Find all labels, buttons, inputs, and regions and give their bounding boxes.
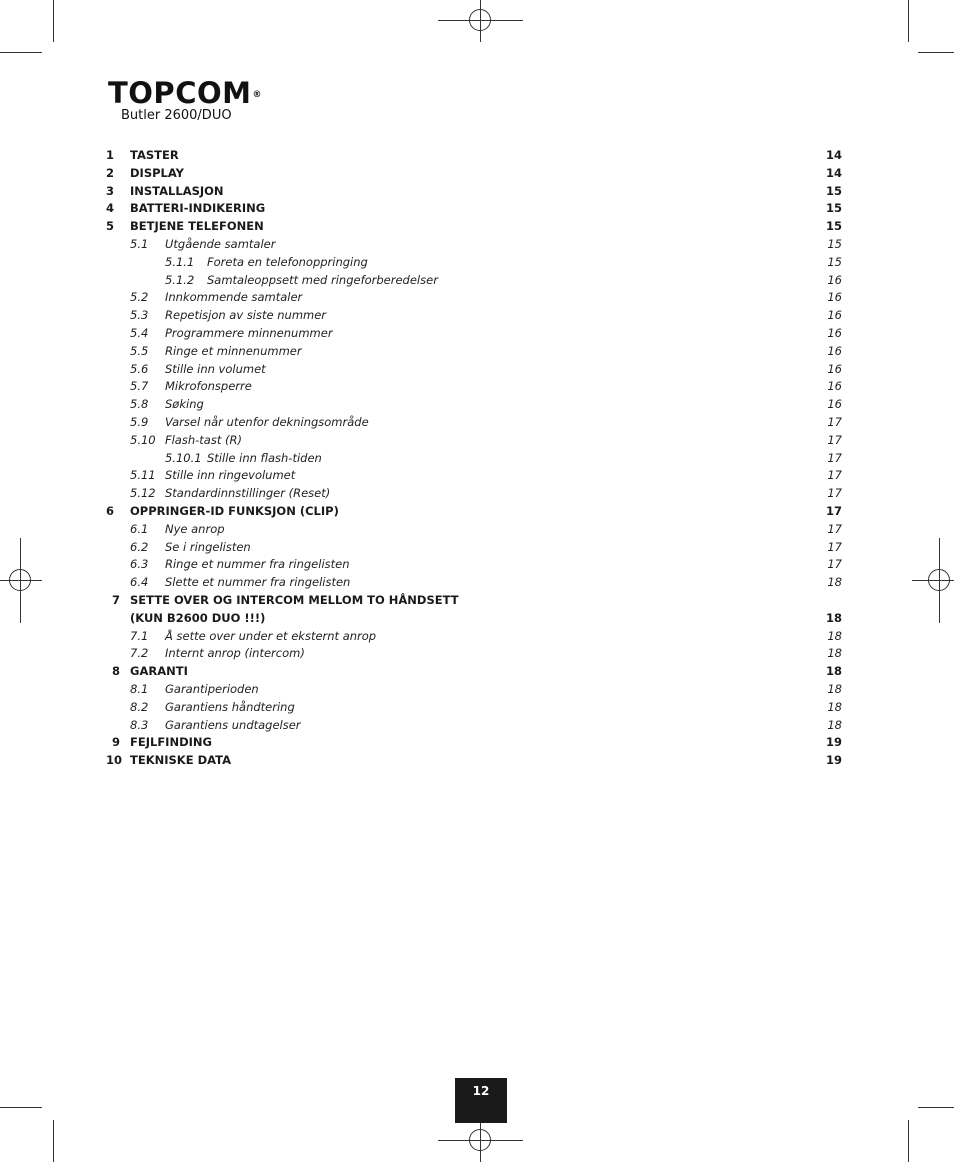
toc-entry-title: OPPRINGER-ID FUNKSJON (CLIP) xyxy=(130,503,339,518)
toc-entry[interactable] xyxy=(0,165,954,183)
crop-mark xyxy=(908,0,909,42)
toc-entry-page: 16 xyxy=(827,397,842,412)
crop-mark xyxy=(0,52,42,53)
toc-entry-num: 3 xyxy=(106,183,115,198)
toc-entry-num: 5.10.1 xyxy=(165,450,202,465)
toc-entry-page: 14 xyxy=(825,148,842,162)
toc-entry-num: 8 xyxy=(112,664,121,679)
toc-entry[interactable] xyxy=(0,521,954,539)
toc-entry-num: 5.9 xyxy=(130,414,149,429)
product-name: Butler 2600/DUO xyxy=(121,108,232,123)
toc-entry-page: 17 xyxy=(827,414,842,429)
toc-entry-num: 5.2 xyxy=(130,290,149,305)
toc-entry-page: 15 xyxy=(825,201,842,216)
toc-entry-title: Internt anrop (intercom) xyxy=(165,646,305,661)
toc-entry-title: FEJLFINDING xyxy=(130,735,212,750)
toc-entry-title: Å sette over under et eksternt anrop xyxy=(165,628,377,643)
toc-entry-page: 16 xyxy=(827,361,842,376)
toc-entry[interactable] xyxy=(0,450,954,468)
logo-text: TOPCOM xyxy=(108,76,252,110)
toc-entry-title: Flash-tast (R) xyxy=(165,432,242,447)
toc-entry-title: SETTE OVER OG INTERCOM MELLOM TO HÅNDSETT xyxy=(130,592,459,607)
toc-entry-num: 5.1.2 xyxy=(165,272,195,287)
toc-entry-page: 18 xyxy=(825,610,842,625)
toc-entry-num: 8.1 xyxy=(130,681,149,696)
registration-circle xyxy=(469,9,491,31)
toc-entry-title: Mikrofonsperre xyxy=(165,379,252,394)
toc-entry-title: Ringe et minnenummer xyxy=(165,343,302,358)
page-number-text: 12 xyxy=(472,1084,490,1098)
toc-entry[interactable] xyxy=(0,236,954,254)
toc-entry-title: GARANTI xyxy=(130,664,188,679)
toc-entry-page: 16 xyxy=(827,308,842,323)
toc-entry-page: 17 xyxy=(827,557,842,572)
toc-entry-page: 18 xyxy=(827,717,842,732)
toc-entry-num: 6.1 xyxy=(130,521,149,536)
toc-entry-num: 7.2 xyxy=(130,646,149,661)
topcom-logo xyxy=(108,78,262,108)
toc-entry-title: Ringe et nummer fra ringelisten xyxy=(165,557,350,572)
toc-entry-page: 17 xyxy=(825,503,842,518)
crop-mark xyxy=(53,0,54,42)
toc-entry[interactable] xyxy=(0,254,954,272)
toc-entry-num: 2 xyxy=(106,165,115,180)
toc-entry-page: 16 xyxy=(827,272,842,287)
toc-entry[interactable] xyxy=(0,592,954,610)
toc-entry-num: 5.1.1 xyxy=(165,254,195,269)
toc-entry[interactable] xyxy=(0,432,954,450)
toc-entry[interactable] xyxy=(0,699,954,717)
toc-entry[interactable] xyxy=(0,503,954,521)
toc-entry-title: Varsel når utenfor dekningsområde xyxy=(165,414,369,429)
registration-circle xyxy=(469,1129,491,1151)
toc-entry-page: 18 xyxy=(825,664,842,679)
toc-entry-num: 5.10 xyxy=(130,432,156,447)
toc-entry-num: 10 xyxy=(106,753,123,768)
toc-entry-num: 5.8 xyxy=(130,397,149,412)
page-number xyxy=(455,1078,507,1123)
toc-entry-num: 7.1 xyxy=(130,628,149,643)
registered-mark: ® xyxy=(252,90,262,100)
toc-entry-title: TEKNISKE DATA xyxy=(130,753,231,768)
toc-entry-title: Slette et nummer fra ringelisten xyxy=(165,575,351,590)
toc-entry[interactable] xyxy=(0,396,954,414)
toc-entry[interactable] xyxy=(0,183,954,201)
toc-entry[interactable] xyxy=(0,628,954,646)
toc-entry-num: 6.3 xyxy=(130,557,149,572)
toc-entry-page: 17 xyxy=(827,486,842,501)
toc-entry-title: Stille inn volumet xyxy=(165,361,266,376)
toc-entry-num: 6.2 xyxy=(130,539,149,554)
toc-entry-title: Garantiperioden xyxy=(165,681,259,696)
toc-entry-num: 5.3 xyxy=(130,308,149,323)
toc-entry-num: 1 xyxy=(106,148,115,162)
toc-entry-page: 16 xyxy=(827,379,842,394)
toc-entry[interactable] xyxy=(0,218,954,236)
toc-entry-title: Se i ringelisten xyxy=(165,539,251,554)
toc-entry[interactable] xyxy=(0,325,954,343)
toc-entry-title: Stille inn ringevolumet xyxy=(165,468,296,483)
toc-entry-title: INSTALLASJON xyxy=(130,183,224,198)
toc-entry[interactable] xyxy=(0,574,954,592)
toc-entry-page: 15 xyxy=(825,219,842,234)
toc-entry-page: 15 xyxy=(825,183,842,198)
toc-entry-page: 18 xyxy=(827,681,842,696)
toc-entry-num: 5.4 xyxy=(130,325,149,340)
crop-mark xyxy=(53,1120,54,1162)
toc-entry-page: 17 xyxy=(827,539,842,554)
toc-entry[interactable] xyxy=(0,147,954,165)
crop-mark xyxy=(918,1107,954,1108)
toc-entry-title: Samtaleoppsett med ringeforberedelser xyxy=(207,272,438,287)
toc-entry-page: 17 xyxy=(827,432,842,447)
toc-entry-title: DISPLAY xyxy=(130,165,184,180)
toc-entry-num: 5.1 xyxy=(130,236,149,251)
crop-mark xyxy=(0,1107,42,1108)
toc-entry[interactable] xyxy=(0,467,954,485)
toc-entry[interactable] xyxy=(0,539,954,557)
toc-entry-num: 9 xyxy=(112,735,121,750)
toc-entry-page: 17 xyxy=(827,450,842,465)
toc-entry-title: BETJENE TELEFONEN xyxy=(130,219,264,234)
toc-entry-page: 18 xyxy=(827,575,842,590)
toc-entry[interactable] xyxy=(0,343,954,361)
toc-entry[interactable] xyxy=(0,681,954,699)
toc-entry-title: Repetisjon av siste nummer xyxy=(165,308,327,323)
toc-entry-title: Programmere minnenummer xyxy=(165,325,333,340)
toc-entry-num: 6 xyxy=(106,503,115,518)
toc-entry-num: 5.12 xyxy=(130,486,156,501)
toc-entry-title: Utgående samtaler xyxy=(165,236,276,251)
toc-entry-num: 8.2 xyxy=(130,699,149,714)
toc-entry[interactable] xyxy=(0,272,954,290)
toc-entry-title: Foreta en telefonoppringing xyxy=(207,254,368,269)
toc-entry[interactable] xyxy=(0,289,954,307)
toc-entry-title: TASTER xyxy=(130,148,179,162)
toc-entry-num: 6.4 xyxy=(130,575,149,590)
toc-entry[interactable] xyxy=(0,752,954,770)
toc-entry-num: 5.6 xyxy=(130,361,149,376)
toc-entry-page: 16 xyxy=(827,325,842,340)
toc-entry-title: (KUN B2600 DUO !!!) xyxy=(130,610,266,625)
toc-entry[interactable] xyxy=(0,556,954,574)
toc-entry[interactable] xyxy=(0,734,954,752)
toc-entry[interactable] xyxy=(0,485,954,503)
table-of-contents xyxy=(0,147,954,770)
toc-entry-title: Garantiens undtagelser xyxy=(165,717,301,732)
toc-entry-title: Innkommende samtaler xyxy=(165,290,303,305)
toc-entry-num: 8.3 xyxy=(130,717,149,732)
toc-entry-page: 19 xyxy=(825,753,842,768)
toc-entry[interactable] xyxy=(0,414,954,432)
toc-entry-page: 15 xyxy=(827,236,842,251)
toc-entry-page: 18 xyxy=(827,699,842,714)
toc-entry[interactable] xyxy=(0,663,954,681)
toc-entry[interactable] xyxy=(0,645,954,663)
crop-mark xyxy=(918,52,954,53)
toc-entry-page: 16 xyxy=(827,290,842,305)
toc-entry-num: 5.11 xyxy=(130,468,156,483)
toc-entry-page: 16 xyxy=(827,343,842,358)
toc-entry-num: 5.7 xyxy=(130,379,149,394)
toc-entry[interactable] xyxy=(0,361,954,379)
toc-entry-page: 18 xyxy=(827,646,842,661)
toc-entry-title: Nye anrop xyxy=(165,521,225,536)
toc-entry-page: 14 xyxy=(825,165,842,180)
crop-mark xyxy=(908,1120,909,1162)
toc-entry-title: Garantiens håndtering xyxy=(165,699,295,714)
toc-entry[interactable] xyxy=(0,378,954,396)
toc-entry-page: 19 xyxy=(825,735,842,750)
toc-entry-num: 7 xyxy=(112,592,121,607)
toc-entry[interactable] xyxy=(0,307,954,325)
toc-entry-page: 17 xyxy=(827,521,842,536)
toc-entry[interactable] xyxy=(0,610,954,628)
toc-entry[interactable] xyxy=(0,200,954,218)
toc-entry-title: Stille inn flash-tiden xyxy=(207,450,322,465)
toc-entry-page: 18 xyxy=(827,628,842,643)
toc-entry-title: Standardinnstillinger (Reset) xyxy=(165,486,331,501)
toc-entry-title: BATTERI-INDIKERING xyxy=(130,201,266,216)
toc-entry-page: 17 xyxy=(827,468,842,483)
toc-entry-page: 15 xyxy=(827,254,842,269)
toc-entry[interactable] xyxy=(0,717,954,735)
toc-entry-title: Søking xyxy=(165,397,204,412)
toc-entry-num: 5.5 xyxy=(130,343,149,358)
toc-entry-num: 5 xyxy=(106,219,115,234)
toc-entry-num: 4 xyxy=(106,201,115,216)
